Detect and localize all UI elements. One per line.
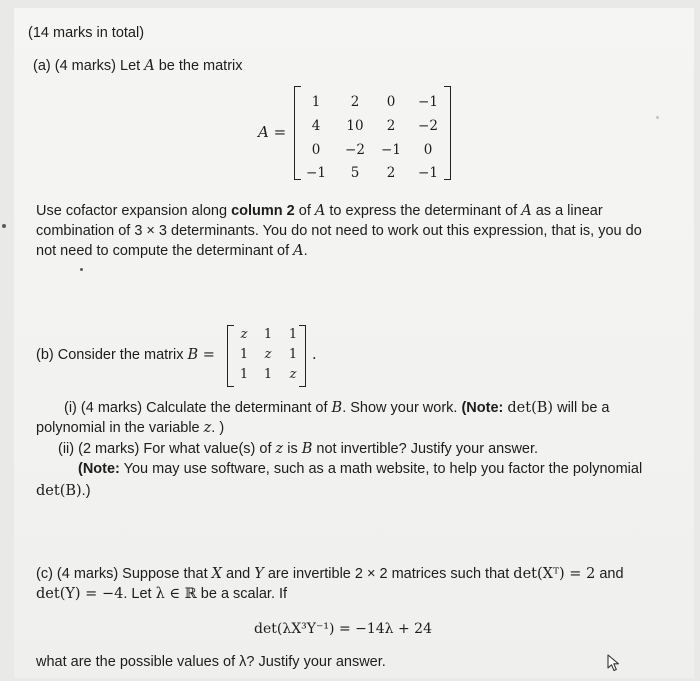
- part-a-line3-var: A: [293, 243, 304, 259]
- matrix-b-cell: z: [289, 367, 297, 382]
- part-b-i-end: will be a: [553, 400, 610, 416]
- part-c-line-2: [36, 585, 287, 603]
- part-c-det-xt: det(Xᵀ) = 2: [513, 566, 596, 582]
- part-b-i-note-label: (Note:: [461, 400, 508, 416]
- matrix-a-cell: −1: [418, 94, 438, 110]
- margin-dot: [2, 224, 6, 228]
- part-a-line-2: combination of 3 × 3 determinants. You do not need to work out this expression, that is, you do: [36, 223, 642, 239]
- matrix-a-cell: 1: [311, 94, 321, 110]
- part-b-ii-var2: B: [301, 441, 313, 457]
- part-b-ii-prefix: (ii) (2 marks) For what value(s) of: [58, 441, 276, 457]
- matrix-a-cell: 4: [311, 118, 321, 134]
- matrix-a-cell: 2: [350, 94, 360, 110]
- part-c-line-1: [36, 565, 624, 583]
- matrix-a-cell: 2: [386, 165, 396, 181]
- part-c-question: what are the possible values of λ? Justify your answer.: [36, 654, 386, 670]
- matrix-b-period: .: [312, 347, 317, 363]
- part-a-line1-prefix: Use cofactor expansion along: [36, 203, 232, 219]
- matrix-a-cell: 0: [311, 142, 321, 158]
- matrix-a-cell: −2: [418, 118, 438, 134]
- part-a-intro-suffix: be the matrix: [154, 58, 243, 74]
- part-b-note-det-expr: det(B): [36, 483, 82, 499]
- part-c-prefix: (c) (4 marks) Suppose that: [36, 566, 212, 582]
- matrix-a-cell: 0: [386, 94, 396, 110]
- matrix-a-cell: 0: [423, 142, 433, 158]
- part-b-ii-line: [58, 440, 538, 458]
- matrix-b-cell: 1: [288, 327, 298, 342]
- part-b-i-line2-end: . ): [211, 420, 225, 436]
- part-c-y: Y: [254, 566, 264, 582]
- part-a-line3-end: .: [303, 243, 308, 259]
- part-a-line-3: [36, 242, 308, 260]
- part-b-i-line-1: [64, 399, 609, 417]
- matrix-a-cell: −1: [306, 165, 326, 181]
- matrix-b-cell: z: [240, 327, 248, 342]
- part-b-ii-end: not invertible? Justify your answer.: [312, 441, 539, 457]
- part-a-line1-mid: of: [294, 203, 315, 219]
- matrix-a-cell: 5: [350, 165, 360, 181]
- part-b-intro: [36, 346, 215, 364]
- part-b-i-prefix: (i) (4 marks) Calculate the determinant of: [64, 400, 332, 416]
- part-b-i-line2-var: z: [203, 420, 212, 436]
- matrix-a-cell: −2: [345, 142, 365, 158]
- part-a-intro-var: A: [144, 58, 155, 74]
- stray-dot-2: [656, 116, 659, 119]
- part-a-line-1: [36, 202, 603, 220]
- part-a-column-2: column 2: [231, 203, 295, 219]
- part-c-and: and: [222, 566, 255, 582]
- part-a-intro: [33, 57, 243, 75]
- part-b-note-label: (Note:: [78, 461, 120, 477]
- matrix-b-cell: 1: [288, 347, 298, 362]
- part-a-line1-var2: A: [521, 203, 532, 219]
- part-b-note-det: [36, 482, 91, 500]
- stray-dot: [80, 268, 83, 271]
- matrix-b-cell: z: [264, 347, 272, 362]
- part-a-line1-var: A: [314, 203, 326, 219]
- matrix-a-cell: −1: [381, 142, 401, 158]
- part-b-note-line: [78, 460, 642, 478]
- part-c-line2-end: be a scalar. If: [196, 586, 288, 602]
- part-c-equation: det(λX³Y⁻¹) = −14λ + 24: [254, 621, 432, 637]
- part-a-intro-prefix: (a) (4 marks) Let: [33, 58, 145, 74]
- cursor-icon: [606, 654, 622, 672]
- matrix-a-cell: −1: [418, 165, 438, 181]
- total-marks: (14 marks in total): [28, 25, 145, 41]
- part-c-mid: are invertible 2 × 2 matrices such that: [263, 566, 514, 582]
- matrix-b-cell: 1: [239, 347, 249, 362]
- part-c-lambda: λ ∈ ℝ: [155, 586, 197, 602]
- part-c-det-y: det(Y) = −4: [36, 586, 124, 602]
- matrix-a-cell: 2: [386, 118, 396, 134]
- part-b-note-text: You may use software, such as a math website, to help you factor the polynomial: [119, 461, 643, 477]
- matrix-b-cell: 1: [239, 367, 249, 382]
- matrix-b-cell: 1: [263, 367, 273, 382]
- part-b-i-det: det(B): [507, 400, 554, 416]
- matrix-a-cell: 10: [346, 118, 364, 134]
- part-c-line2-mid: . Let: [123, 586, 156, 602]
- part-b-ii-mid: is: [283, 441, 302, 457]
- part-a-line1-suffix: to express the determinant of: [325, 203, 522, 219]
- part-c-x: X: [211, 566, 222, 582]
- part-b-i-line2-text: polynomial in the variable: [36, 420, 204, 436]
- matrix-b-label: B =: [187, 347, 215, 363]
- part-b-ii-var: z: [275, 441, 284, 457]
- matrix-b-cell: 1: [263, 327, 273, 342]
- part-c-line1-end: and: [595, 566, 624, 582]
- part-a-line1-end: as a linear: [531, 203, 603, 219]
- part-a-line3-prefix: not need to compute the determinant of: [36, 243, 294, 259]
- part-b-i-mid: . Show your work.: [342, 400, 462, 416]
- part-b-i-line-2: [36, 419, 224, 437]
- part-b-i-var: B: [331, 400, 343, 416]
- part-b-note-end: .): [81, 483, 91, 499]
- matrix-a-label: A =: [258, 123, 287, 141]
- part-b-intro-text: (b) Consider the matrix: [36, 347, 188, 363]
